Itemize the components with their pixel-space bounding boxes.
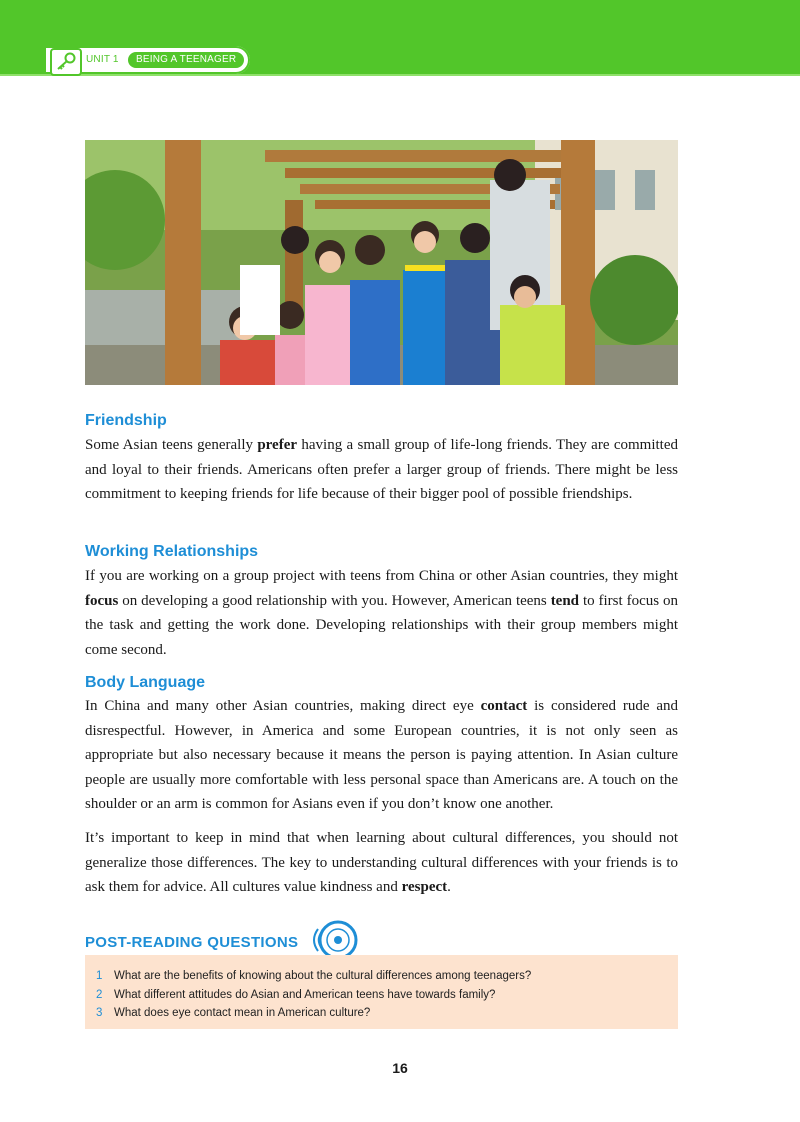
question-number: 1	[96, 970, 103, 982]
section-heading-working-relationships: Working Relationships	[85, 543, 259, 560]
unit-label: UNIT 1	[86, 54, 119, 65]
paragraph-working-relationships: If you are working on a group project with teens from China or other Asian countries, they might focus on developing a good relationship with you. However, American teens tend to first focus on the task and getting the work done. Developing relationships with their group members might come second.	[85, 568, 679, 658]
question-text: What are the benefits of knowing about the cultural differences among teenagers?	[114, 970, 532, 982]
question-item	[96, 1007, 370, 1019]
question-item	[96, 989, 495, 1001]
question-number: 3	[96, 1007, 103, 1019]
post-reading-title: POST-READING QUESTIONS	[85, 934, 299, 951]
question-number: 2	[96, 989, 103, 1001]
section-heading-friendship: Friendship	[85, 412, 167, 429]
paragraph-friendship: Some Asian teens generally prefer having a small group of life-long friends. They are committed and loyal to their friends. Americans often prefer a larger group of friends. There might be less commitment to keeping friends for life because of their bigger pool of possible friendships.	[85, 437, 678, 502]
page-number: 16	[392, 1060, 408, 1076]
question-item	[96, 970, 531, 982]
unit-name: BEING A TEENAGER	[128, 52, 244, 68]
paragraph-closing: It’s important to keep in mind that when learning about cultural differences, you should not generalize those differences. The key to understanding cultural differences with your friends is to ask them for advice. All cultures value kindness and respect.	[85, 830, 678, 895]
section-heading-body-language: Body Language	[85, 674, 206, 691]
paragraph-body-language: In China and many other Asian countries, making direct eye contact is considered rude and disrespectful. However, in America and some European countries, it is not only seen as appropriate but also necessary because it means the person is paying attention. In Asian culture people are usually more comfortable with less personal space than Americans are. A touch on the shoulder or an arm is common for Asians even if you don’t know one another.	[85, 698, 679, 812]
group-of-teenagers-photo	[85, 140, 678, 385]
question-text: What different attitudes do Asian and American teens have towards family?	[114, 989, 496, 1001]
question-text: What does eye contact mean in American culture?	[114, 1007, 371, 1019]
header-divider	[0, 74, 800, 76]
key-icon	[50, 48, 82, 76]
